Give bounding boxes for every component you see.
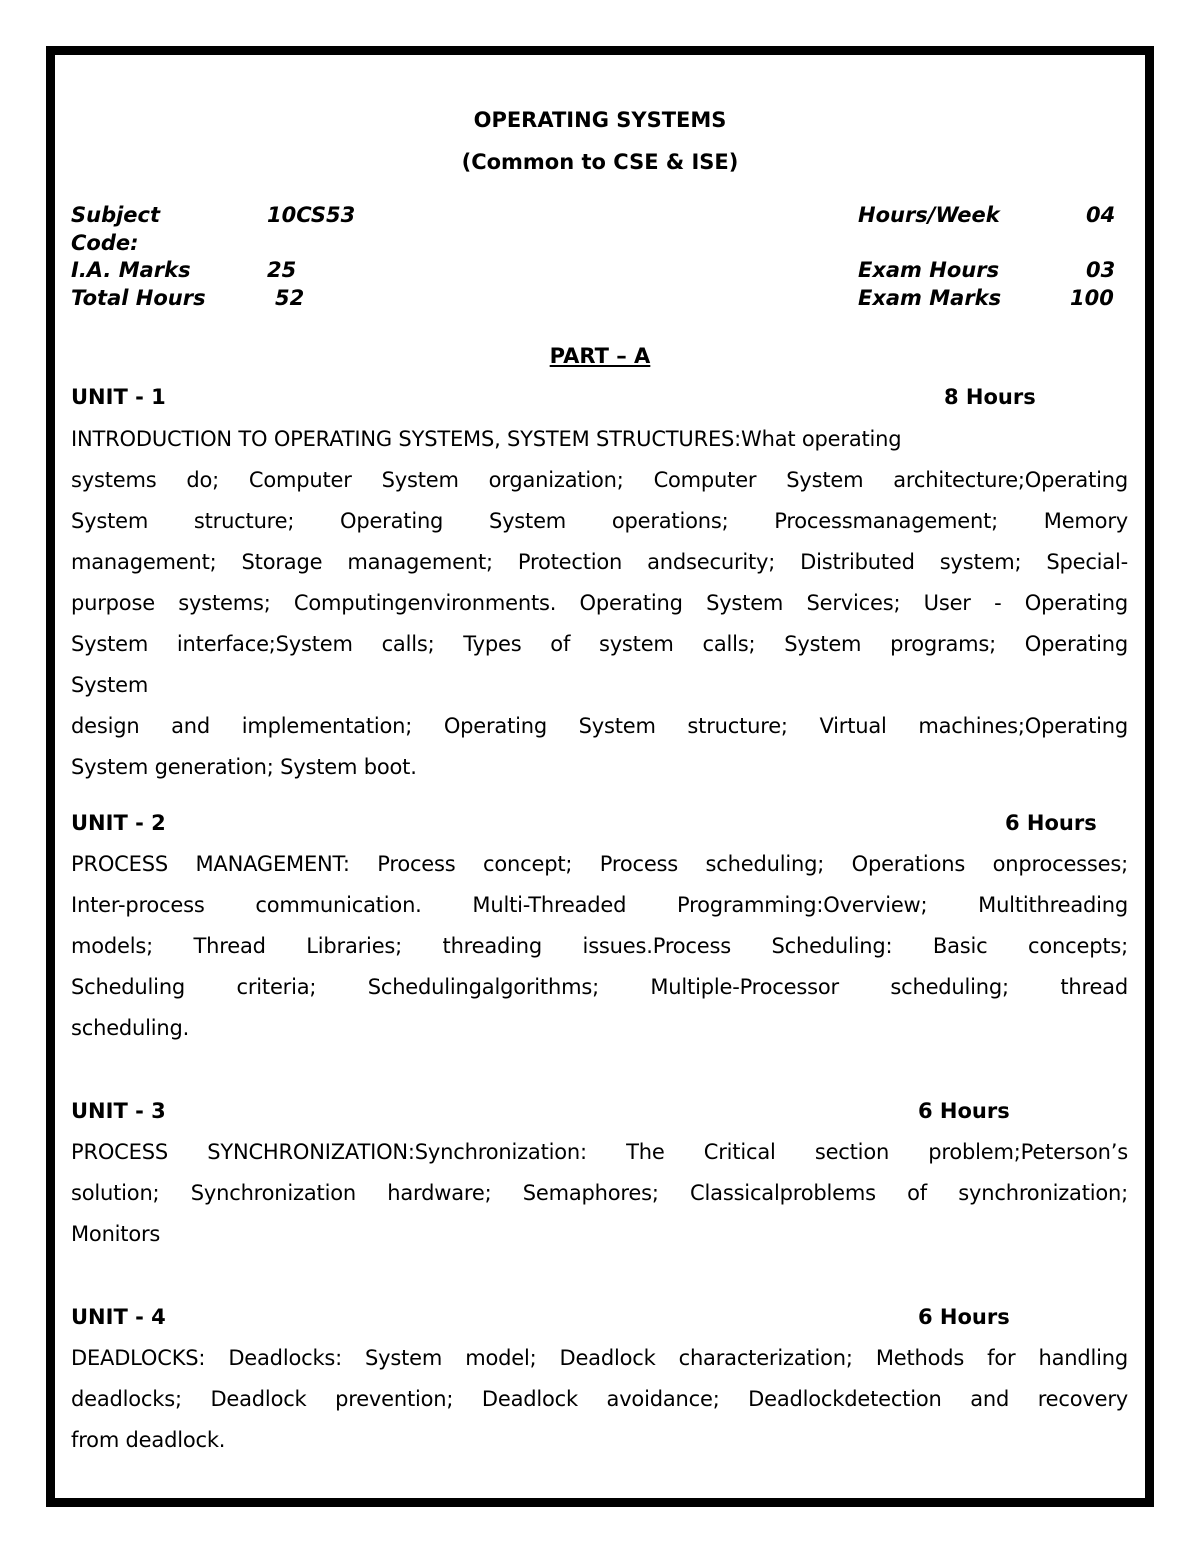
subject-code-label: Subject: [71, 203, 161, 227]
unit-2-line: Inter-process communication. Multi-Threaded Programming:Overview; Multithreading: [71, 893, 1128, 917]
unit-1-line: management; Storage management; Protection andsecurity; Distributed system; Special-: [71, 550, 1128, 574]
unit-1-line: systems do; Computer System organization; Computer System architecture;Operating: [71, 468, 1128, 492]
hours-week-value: 04: [1086, 203, 1116, 227]
page-subtitle: (Common to CSE & ISE): [461, 150, 739, 174]
unit-1-hours: 8 Hours: [944, 385, 1036, 409]
unit-2-line: Scheduling criteria; Schedulingalgorithms; Multiple-Processor scheduling; thread: [71, 975, 1128, 999]
hours-week-label: Hours/Week: [858, 203, 1000, 227]
exam-hours-value: 03: [1086, 258, 1116, 282]
unit-1-line: purpose systems; Computingenvironments. Operating System Services; User - Operating: [71, 591, 1128, 615]
unit-1-description: [71, 419, 1128, 788]
exam-hours-label: Exam Hours: [858, 258, 1000, 282]
unit-1-line: INTRODUCTION TO OPERATING SYSTEMS, SYSTEM STRUCTURES:What operating: [71, 427, 902, 451]
unit-4-hours: 6 Hours: [918, 1305, 1010, 1329]
unit-3-description: [71, 1132, 1128, 1255]
unit-4-line: deadlocks; Deadlock prevention; Deadlock avoidance; Deadlockdetection and recovery: [71, 1387, 1128, 1411]
unit-3-label: UNIT - 3: [71, 1099, 166, 1123]
unit-4-description: [71, 1338, 1128, 1461]
subject-code-value: 10CS53: [267, 203, 356, 227]
unit-1-label: UNIT - 1: [71, 385, 166, 409]
unit-1-line: System: [71, 673, 149, 697]
unit-1-line: System structure; Operating System operations; Processmanagement; Memory: [71, 509, 1128, 533]
total-hours-label: Total Hours: [71, 286, 206, 310]
unit-1-line: design and implementation; Operating System structure; Virtual machines;Operating: [71, 714, 1128, 738]
unit-1-line: System interface;System calls; Types of system calls; System programs; Operating: [71, 632, 1128, 656]
unit-3-line: solution; Synchronization hardware; Semaphores; Classicalproblems of synchronization;: [71, 1181, 1128, 1205]
part-heading: PART – A: [549, 344, 651, 368]
unit-3-line: Monitors: [71, 1222, 161, 1246]
unit-2-hours: 6 Hours: [1005, 811, 1097, 835]
exam-marks-value: 100: [1070, 286, 1114, 310]
unit-1-line: System generation; System boot.: [71, 755, 417, 779]
unit-4-line: from deadlock.: [71, 1428, 226, 1452]
unit-2-line: models; Thread Libraries; threading issues.Process Scheduling: Basic concepts;: [71, 934, 1128, 958]
unit-2-line: scheduling.: [71, 1016, 190, 1040]
subject-code-label-cont: Code:: [71, 231, 139, 255]
unit-4-line: DEADLOCKS: Deadlocks: System model; Deadlock characterization; Methods for handling: [71, 1346, 1128, 1370]
ia-marks-label: I.A. Marks: [71, 258, 191, 282]
total-hours-value: 52: [275, 286, 305, 310]
exam-marks-label: Exam Marks: [858, 286, 1002, 310]
unit-2-description: [71, 844, 1128, 1049]
unit-2-label: UNIT - 2: [71, 811, 166, 835]
ia-marks-value: 25: [267, 258, 297, 282]
page-title: OPERATING SYSTEMS: [473, 108, 727, 132]
unit-3-line: PROCESS SYNCHRONIZATION:Synchronization: The Critical section problem;Peterson’s: [71, 1140, 1128, 1164]
unit-2-line: PROCESS MANAGEMENT: Process concept; Process scheduling; Operations onprocesses;: [71, 852, 1128, 876]
unit-3-hours: 6 Hours: [918, 1099, 1010, 1123]
unit-4-label: UNIT - 4: [71, 1305, 166, 1329]
